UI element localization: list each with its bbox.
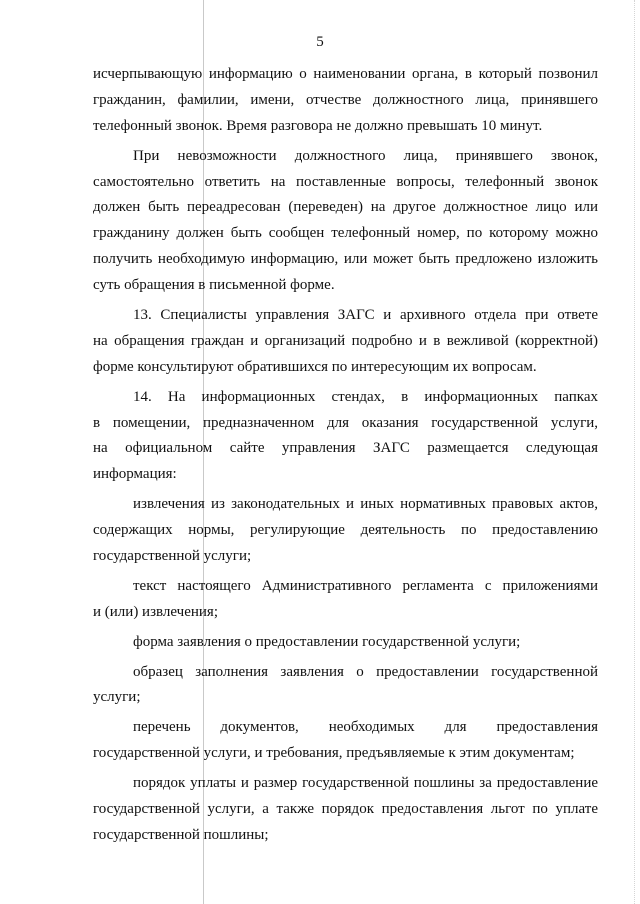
text-line: государственной услуги;	[93, 548, 252, 565]
text-line: на обращения граждан и организаций подробно и в вежливой (корректной)	[93, 332, 598, 349]
paragraph	[93, 660, 598, 712]
text-line: государственной услуги, и требования, предъявляемые к этим документам;	[93, 745, 575, 762]
text-line: должен быть переадресован (переведен) на другое должностное лицо или	[93, 199, 598, 216]
paragraph	[93, 492, 598, 570]
text-line: 13. Специалисты управления ЗАГС и архивного отдела при ответе	[133, 307, 598, 324]
text-line: При невозможности должностного лица, принявшего звонок,	[133, 147, 598, 164]
text-line: телефонный звонок. Время разговора не должно превышать 10 минут.	[93, 117, 543, 134]
text-line: информация:	[93, 466, 177, 483]
text-line: и (или) извлечения;	[93, 603, 218, 620]
text-line: гражданин, фамилии, имени, отчестве должностного лица, принявшего	[93, 91, 598, 108]
paragraph	[93, 574, 598, 626]
text-line: порядок уплаты и размер государственной пошлины за предоставление	[133, 775, 598, 792]
text-line: государственной пошлины;	[93, 826, 269, 843]
text-line: форме консультируют обратившихся по интересующим их вопросам.	[93, 358, 537, 375]
text-line: извлечения из законодательных и иных нормативных правовых актов,	[133, 496, 598, 513]
paragraph	[93, 62, 598, 140]
text-line: 14. На информационных стендах, в информационных папках	[133, 388, 598, 405]
text-line: на официальном сайте управления ЗАГС размещается следующая	[93, 440, 598, 457]
paragraph	[93, 771, 598, 849]
text-line: форма заявления о предоставлении государственной услуги;	[133, 633, 521, 650]
scan-right-edge	[634, 0, 637, 904]
text-line: исчерпывающую информацию о наименовании органа, в который позвонил	[93, 66, 598, 82]
text-line: гражданину должен быть сообщен телефонный номер, по которому можно	[93, 225, 598, 242]
text-line: услуги;	[93, 689, 141, 706]
paragraph	[93, 385, 598, 489]
text-line: в помещении, предназначенном для оказания государственной услуги,	[93, 414, 598, 431]
paragraph	[93, 715, 598, 767]
text-line: самостоятельно ответить на поставленные вопросы, телефонный звонок	[93, 173, 598, 190]
paragraph	[93, 303, 598, 381]
page-number: 5	[316, 34, 324, 50]
text-line: текст настоящего Административного регламента с приложениями	[133, 577, 598, 594]
text-line: содержащих нормы, регулирующие деятельность по предоставлению	[93, 522, 598, 539]
text-line: суть обращения в письменной форме.	[93, 277, 335, 294]
text-line: образец заполнения заявления о предоставлении государственной	[133, 663, 598, 680]
paragraph	[93, 144, 598, 299]
document-body	[93, 62, 598, 849]
text-line: государственной услуги, а также порядок предоставления льгот по уплате	[93, 801, 598, 818]
paragraph	[93, 630, 598, 656]
text-line: перечень документов, необходимых для предоставления	[133, 719, 598, 736]
text-line: получить необходимую информацию, или может быть предложено изложить	[93, 251, 598, 268]
